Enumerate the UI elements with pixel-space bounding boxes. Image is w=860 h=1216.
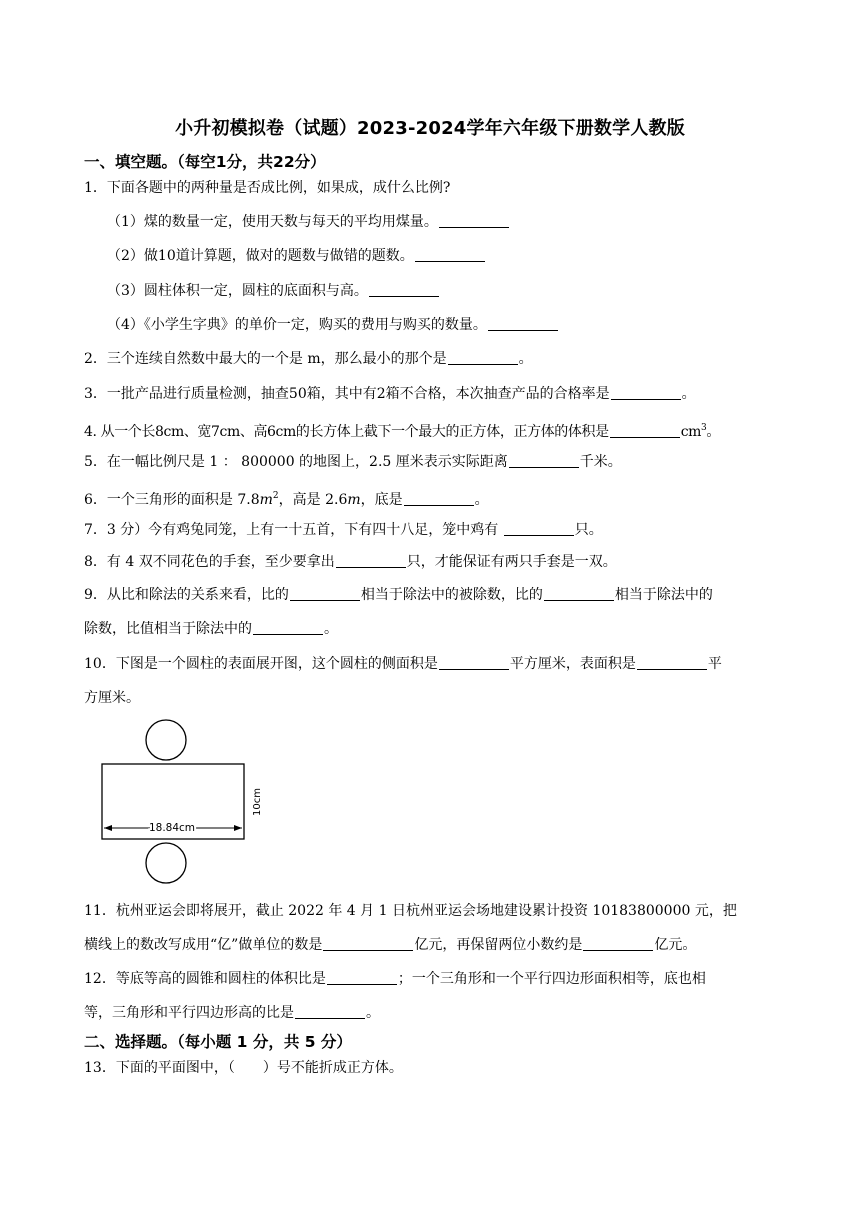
q6-text: 6．一个三角形的面积是 7.8 (84, 492, 260, 508)
q6-text-height: ，高是 2.6 (278, 492, 348, 508)
answer-blank[interactable] (369, 282, 439, 297)
q4-unit-exponent: 3 (701, 423, 707, 433)
q12-text: 12．等底等高的圆锥和圆柱的体积比是 (84, 971, 326, 987)
q4-text: 4. 从一个长8cm、宽7cm、高6cm的长方体上截下一个最大的正方体，正方体的体积是 (84, 424, 609, 440)
width-label: 18.84cm (148, 822, 196, 834)
q11-text: 11．杭州亚运会即将展开，截止 2022 年 4 月 1 日杭州亚运会场地建设累计投资 10183800000 元，把 (84, 903, 737, 919)
q1-part4-text: （4）《小学生字典》的单价一定，购买的费用与购买的数量。 (107, 317, 487, 333)
q2-end: 。 (518, 351, 533, 367)
question-6 (84, 486, 784, 510)
q1-part3-text: （3）圆柱体积一定，圆柱的底面积与高。 (107, 283, 368, 299)
q12-text-3: 等，三角形和平行四边形高的比是 (84, 1005, 294, 1021)
q10-text-3: 平 (707, 656, 722, 672)
answer-blank[interactable] (544, 586, 614, 601)
question-11-line1 (84, 901, 784, 921)
q10-text-2: 平方厘米，表面积是 (509, 656, 636, 672)
bottom-base-circle (146, 843, 186, 883)
answer-blank[interactable] (327, 970, 397, 985)
q9-text: 9．从比和除法的关系来看，比的 (84, 587, 289, 603)
answer-blank[interactable] (611, 385, 681, 400)
q2-text: 2．三个连续自然数中最大的一个是 m，那么最小的那个是 (84, 351, 447, 367)
q11-text-2: 横线上的数改写成用“亿”做单位的数是 (84, 937, 323, 953)
q9-end: 。 (324, 621, 338, 637)
answer-blank[interactable] (253, 620, 323, 635)
q3-end: 。 (681, 386, 696, 402)
q4-unit: cm (680, 424, 702, 440)
height-label: 10cm (252, 788, 263, 816)
q9-text-4: 除数，比值相当于除法中的 (84, 621, 252, 637)
question-8 (84, 552, 784, 572)
answer-blank[interactable] (336, 553, 406, 568)
answer-blank[interactable] (415, 247, 485, 262)
q11-end: 亿元。 (654, 937, 697, 953)
q6-unit-exponent: 2 (272, 491, 279, 501)
question-2 (84, 349, 784, 369)
question-13 (84, 1058, 784, 1078)
answer-blank[interactable] (504, 521, 574, 536)
question-9-line1 (84, 585, 784, 605)
question-10-line2 (84, 688, 784, 708)
q1-stem: 1．下面各题中的两种量是否成比例，如果成，成什么比例? (84, 180, 451, 196)
q1-part2-text: （2）做10道计算题，做对的题数与做错的题数。 (107, 248, 414, 264)
question-12-line2 (84, 1003, 784, 1023)
top-base-circle (146, 720, 186, 760)
q13-end: ）号不能折成正方体。 (262, 1060, 403, 1076)
q10-text: 10．下图是一个圆柱的表面展开图，这个圆柱的侧面积是 (84, 656, 438, 672)
q10-text-4: 方厘米。 (84, 690, 140, 706)
q1-part1 (107, 212, 807, 232)
answer-blank[interactable] (404, 491, 474, 506)
cylinder-net-figure (96, 716, 276, 886)
q12-text-2: ；一个三角形和一个平行四边形面积相等，底也相 (397, 971, 706, 987)
answer-blank[interactable] (610, 423, 680, 438)
q12-end: 。 (366, 1005, 380, 1021)
q7-text: 7．3 分）今有鸡兔同笼，上有一十五首，下有四十八足，笼中鸡有 (84, 522, 503, 538)
q13-text: 13．下面的平面图中，（ (84, 1060, 235, 1076)
question-9-line2 (84, 619, 784, 639)
answer-blank[interactable] (509, 453, 579, 468)
question-11-line2 (84, 935, 784, 955)
answer-blank[interactable] (290, 586, 360, 601)
answer-blank[interactable] (583, 936, 653, 951)
q6-end: 。 (474, 492, 489, 508)
q9-text-2: 相当于除法中的被除数，比的 (360, 587, 543, 603)
q6-text-base: ，底是 (360, 492, 403, 508)
q3-text: 3．一批产品进行质量检测，抽查50箱，其中有2箱不合格，本次抽查产品的合格率是 (84, 386, 610, 402)
answer-blank[interactable] (439, 213, 509, 228)
question-4 (84, 418, 784, 442)
q1-part3 (107, 281, 807, 301)
section-choice-heading: 二、选择题。（每小题 1 分，共 5 分） (84, 1033, 352, 1051)
page-title: 小升初模拟卷（试题）2023-2024学年六年级下册数学人教版 (175, 118, 685, 139)
q6-unit-m2: m (347, 492, 361, 508)
q8-end: 只，才能保证有两只手套是一双。 (406, 554, 617, 570)
q11-text-3: 亿元，再保留两位小数约是 (414, 937, 583, 953)
question-5 (84, 452, 784, 472)
arrow-right-icon (234, 825, 242, 831)
q6-unit-m: m (259, 492, 273, 508)
answer-blank[interactable] (295, 1004, 365, 1019)
question-10-line1 (84, 654, 784, 674)
question-7 (84, 520, 784, 540)
question-12-line1 (84, 969, 784, 989)
question-3 (84, 384, 784, 404)
answer-blank[interactable] (637, 655, 707, 670)
answer-blank[interactable] (448, 350, 518, 365)
answer-blank[interactable] (488, 316, 558, 331)
section-fill-in-heading: 一、填空题。（每空1分，共22分） (84, 153, 326, 171)
q5-text: 5．在一幅比例尺是 1 ： 800000 的地图上，2.5 厘米表示实际距离 (84, 454, 508, 470)
q9-text-3: 相当于除法中的 (614, 587, 713, 603)
answer-blank[interactable] (323, 936, 413, 951)
q7-end: 只。 (574, 522, 603, 538)
arrow-left-icon (104, 825, 112, 831)
q1-part2 (107, 246, 807, 266)
q1-part4 (107, 315, 807, 335)
q8-text: 8．有 4 双不同花色的手套，至少要拿出 (84, 554, 335, 570)
q5-end: 千米。 (579, 454, 622, 470)
q4-end: 。 (706, 424, 720, 440)
q1-part1-text: （1）煤的数量一定，使用天数与每天的平均用煤量。 (107, 214, 438, 230)
answer-blank[interactable] (439, 655, 509, 670)
